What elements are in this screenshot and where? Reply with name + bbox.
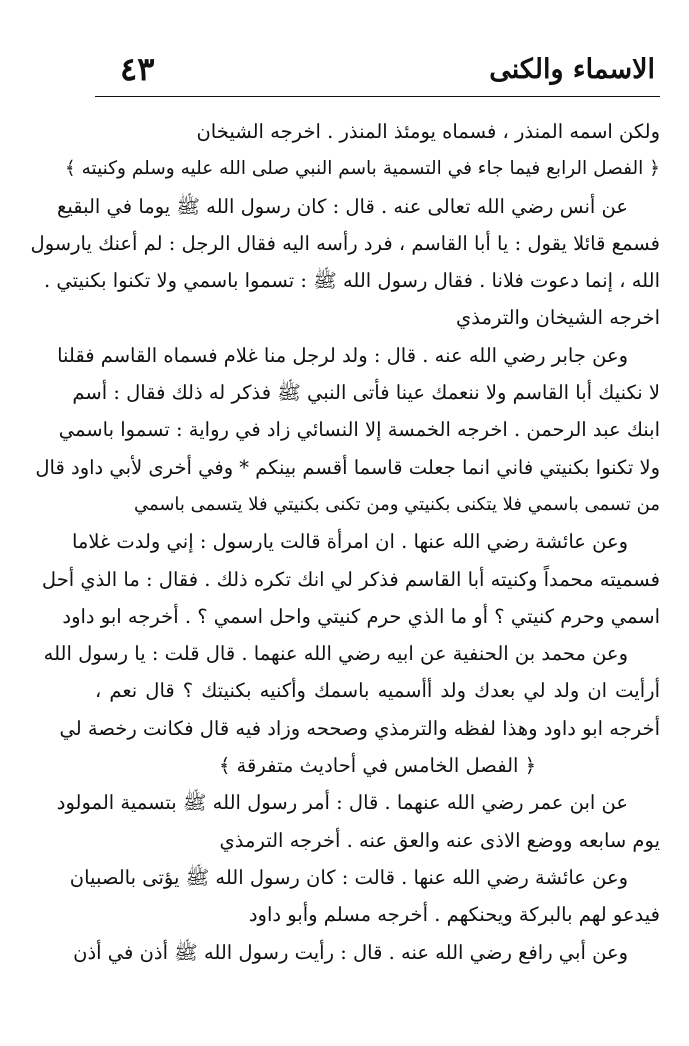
text-line: ابنك عبد الرحمن . اخرجه الخمسة إلا النسائي زاد في رواية : تسموا باسمي [58,418,660,442]
text-line: اسمي وحرم كنيتي ؟ أو ما الذي حرم كنيتي واحل اسمي ؟ . أخرجه ابو داود [62,604,660,628]
text-line: ولكن اسمه المنذر ، فسماه يومئذ المنذر . اخرجه الشيخان [196,120,660,143]
text-line: وعن محمد بن الحنفية عن ابيه رضي الله عنهما . قال قلت : يا رسول الله [43,642,628,666]
page-body [30,113,660,971]
text-line: اخرجه الشيخان والترمذي [456,306,660,330]
text-line: وعن أبي رافع رضي الله عنه . قال : رأيت رسول الله ﷺ أذن في أذن [73,940,628,964]
text-line: ﴿ الفصل الرابع فيما جاء في التسمية باسم النبي صلى الله عليه وسلم وكنيته ﴾ [64,158,660,180]
text-line: فسميته محمداً وكنيته أبا القاسم فذكر لي انك تكره ذلك . فقال : ما الذي أحل [41,567,660,591]
text-line: عن أنس رضي الله تعالى عنه . قال : كان رسول الله ﷺ يوما في البقيع [56,194,628,218]
text-line: وعن جابر رضي الله عنه . قال : ولد لرجل منا غلام فسماه القاسم فقلنا [57,343,628,367]
header-title: الاسماء والكنى [489,54,655,85]
text-line: ﴿ الفصل الخامس في أحاديث متفرقة ﴾ [218,754,537,778]
text-line: فيدعو لهم بالبركة ويحنكهم . أخرجه مسلم وأبو داود [248,903,660,927]
text-line: أخرجه ابو داود وهذا لفظه والترمذي وصححه وزاد فيه قال فكانت رخصة لي [59,716,660,740]
text-line: عن ابن عمر رضي الله عنهما . قال : أمر رسول الله ﷺ بتسمية المولود [56,791,628,815]
text-line: الله ، إنما دعوت فلانا . فقال رسول الله ﷺ : تسموا باسمي ولا تكنوا بكنيتي . [44,269,660,293]
text-line: يوم سابعه ووضع الاذى عنه والعق عنه . أخرجه الترمذي [219,828,660,852]
text-line: ولا تكنوا بكنيتي فاني انما جعلت قاسما أقسم بينكم * وفي أخرى لأبي داود قال [35,455,660,479]
page-number: ٤٣ [120,50,155,88]
header-rule [95,96,660,97]
text-line: وعن عائشة رضي الله عنها . قالت : كان رسول الله ﷺ يؤتى بالصبيان [69,865,628,889]
text-line: من تسمى باسمي فلا يتكنى بكنيتي ومن تكنى بكنيتي فلا يتسمى باسمي [133,493,660,515]
running-header [95,50,655,92]
text-line: أرأيت ان ولد لي بعدك ولد أأسميه باسمك وأكنيه بكنيتك ؟ قال نعم ، [95,679,660,703]
text-line: وعن عائشة رضي الله عنها . ان امرأة قالت يارسول : إني ولدت غلاما [71,530,628,554]
text-line: فسمع قائلا يقول : يا أبا القاسم ، فرد رأسه اليه فقال الرجل : لم أعنك يارسول [30,231,660,255]
text-line: لا نكنيك أبا القاسم ولا ننعمك عينا فأتى النبي ﷺ فذكر له ذلك فقال : أسم [72,381,660,405]
